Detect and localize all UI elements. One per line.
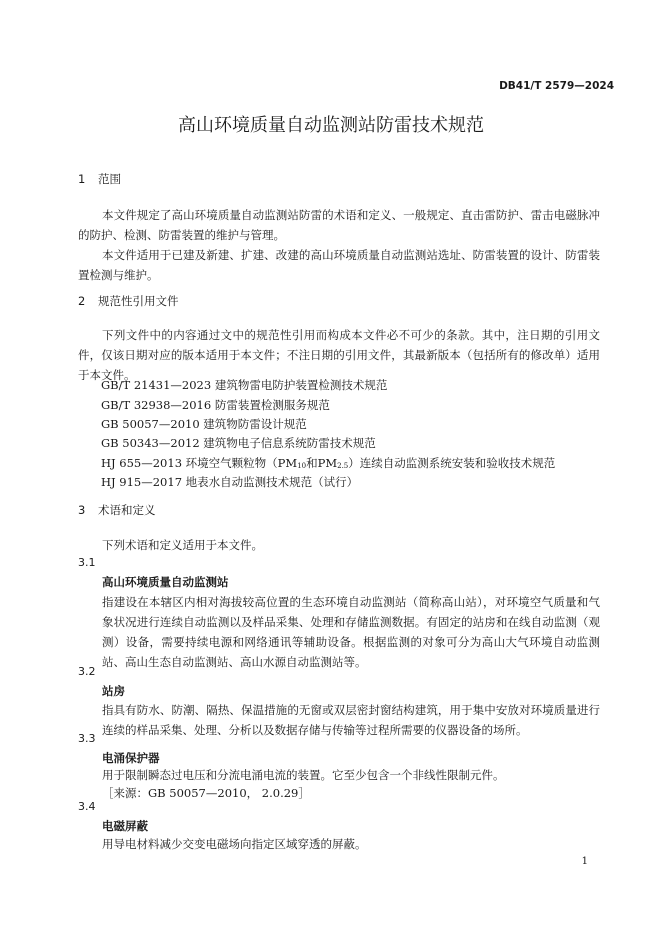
reference-item: GB/T 21431—2023 建筑物雷电防护装置检测技术规范 <box>101 378 388 392</box>
section-title: 范围 <box>98 172 121 186</box>
term-number: 3.3 <box>78 732 96 745</box>
ref-text: 和PM <box>306 456 338 470</box>
term-number: 3.1 <box>78 556 96 569</box>
term-number: 3.2 <box>78 665 96 678</box>
section-heading-normative <box>78 293 179 309</box>
paragraph: 下列文件中的内容通过文中的规范性引用而构成本文件必不可少的条款。其中，注日期的引用文件，仅该日期对应的版本适用于本文件；不注日期的引用文件，其最新版本（包括所有的修改单）适用于本文件。 <box>78 328 600 382</box>
term-definition: 用导电材料减少交变电磁场向指定区域穿透的屏蔽。 <box>102 837 367 851</box>
paragraph: 本文件适用于已建及新建、扩建、改建的高山环境质量自动监测站选址、防雷装置的设计、防雷装置检测与维护。 <box>78 248 600 282</box>
term-source: ［来源：GB 50057—2010， 2.0.29］ <box>102 786 310 800</box>
ref-text: HJ 655—2013 环境空气颗粒物（PM <box>101 456 298 470</box>
section-title: 规范性引用文件 <box>98 294 179 308</box>
term-definition: 指具有防水、防潮、隔热、保温措施的无窗或双层密封窗结构建筑，用于集中安放对环境质量进行连续的样品采集、处理、分析以及数据存储与传输等过程所需要的仪器设备的场所。 <box>102 703 600 737</box>
term-title: 电涌保护器 <box>102 751 160 765</box>
paragraph: 下列术语和定义适用于本文件。 <box>102 538 263 552</box>
term-definition: 指建设在本辖区内相对海拔较高位置的生态环境自动监测站（简称高山站），对环境空气质量和气象状况进行连续自动监测以及样品采集、处理和存储监测数据。有固定的站房和在线自动监测（观测）设备，需要持续电源和网络通讯等辅助设备。根据监测的对象可分为高山大气环境自动监测站、高山生态自动监测站、高山水源自动监测站等。 <box>102 595 600 669</box>
paragraph: 本文件规定了高山环境质量自动监测站防雷的术语和定义、一般规定、直击雷防护、雷击电磁脉冲的防护、检测、防雷装置的维护与管理。 <box>78 208 600 242</box>
term-number: 3.4 <box>78 800 96 813</box>
reference-item: HJ 915—2017 地表水自动监测技术规范（试行） <box>101 475 359 489</box>
reference-item <box>101 455 555 471</box>
term-title: 电磁屏蔽 <box>102 819 148 833</box>
section-heading-scope <box>78 171 121 187</box>
reference-item: GB 50343—2012 建筑物电子信息系统防雷技术规范 <box>101 436 376 450</box>
page-number: 1 <box>581 856 588 867</box>
section-number: 3 <box>78 503 86 517</box>
ref-text: ）连续自动监测系统安装和验收技术规范 <box>348 456 556 470</box>
term-definition: 用于限制瞬态过电压和分流电涌电流的装置。它至少包含一个非线性限制元件。 <box>102 768 505 782</box>
page-title: 高山环境质量自动监测站防雷技术规范 <box>178 115 484 136</box>
ref-subscript: 10 <box>297 462 307 470</box>
ref-subscript: 2.5 <box>337 462 349 470</box>
section-number: 2 <box>78 294 86 308</box>
document-number: DB41/T 2579—2024 <box>499 80 614 92</box>
section-title: 术语和定义 <box>98 503 156 517</box>
section-heading-terms <box>78 502 156 518</box>
section-number: 1 <box>78 172 86 186</box>
reference-item: GB 50057—2010 建筑物防雷设计规范 <box>101 417 307 431</box>
term-title: 高山环境质量自动监测站 <box>102 575 229 589</box>
reference-item: GB/T 32938—2016 防雷装置检测服务规范 <box>101 398 330 412</box>
term-title: 站房 <box>102 684 125 698</box>
